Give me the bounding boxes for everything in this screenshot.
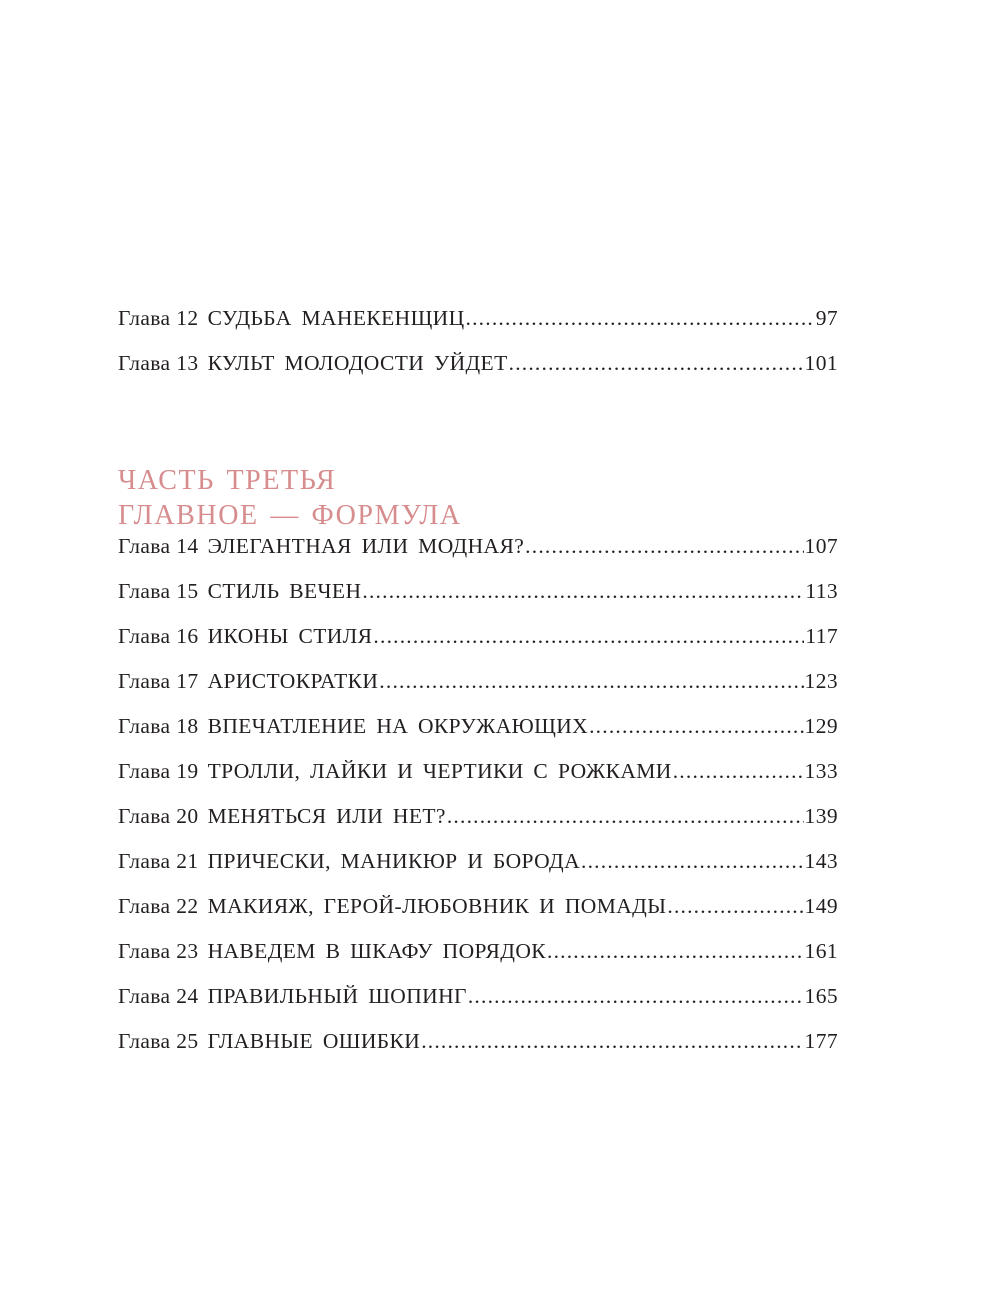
dot-leader (466, 296, 815, 341)
dot-leader (667, 884, 803, 929)
chapter-label: Глава 15 (118, 579, 199, 603)
toc-entry[interactable] (118, 659, 838, 704)
page-number: 117 (805, 624, 838, 648)
part-heading (118, 463, 462, 533)
chapter-label: Глава 13 (118, 351, 199, 375)
toc-entry[interactable] (118, 524, 838, 569)
toc-entry[interactable] (118, 974, 838, 1019)
toc-entry[interactable] (118, 614, 838, 659)
chapter-label: Глава 24 (118, 984, 199, 1008)
toc-entry[interactable] (118, 704, 838, 749)
page-number: 149 (804, 894, 838, 918)
dot-leader (468, 974, 804, 1019)
chapter-label: Глава 12 (118, 306, 199, 330)
chapter-title: ПРАВИЛЬНЫЙ ШОПИНГ (207, 984, 467, 1008)
dot-leader (509, 341, 804, 386)
toc-entry[interactable] (118, 341, 838, 386)
dot-leader (447, 794, 804, 839)
chapter-title: СУДЬБА МАНЕКЕНЩИЦ (207, 306, 465, 330)
toc-entry[interactable] (118, 749, 838, 794)
page-number: 177 (804, 1029, 838, 1053)
dot-leader (589, 704, 803, 749)
toc-list-top (118, 296, 838, 386)
dot-leader (673, 749, 804, 794)
toc-entry[interactable] (118, 794, 838, 839)
dot-leader (362, 569, 804, 614)
chapter-title: НАВЕДЕМ В ШКАФУ ПОРЯДОК (207, 939, 546, 963)
toc-entry[interactable] (118, 884, 838, 929)
chapter-label: Глава 21 (118, 849, 199, 873)
page-number: 107 (804, 534, 838, 558)
chapter-label: Глава 25 (118, 1029, 199, 1053)
chapter-title: ЭЛЕГАНТНАЯ ИЛИ МОДНАЯ? (207, 534, 525, 558)
dot-leader (421, 1019, 803, 1064)
page-number: 139 (804, 804, 838, 828)
part-title: ЧАСТЬ ТРЕТЬЯ (118, 465, 337, 496)
chapter-title: ПРИЧЕСКИ, МАНИКЮР И БОРОДА (207, 849, 581, 873)
chapter-label: Глава 23 (118, 939, 199, 963)
chapter-label: Глава 14 (118, 534, 199, 558)
toc-entry[interactable] (118, 296, 838, 341)
chapter-title: ТРОЛЛИ, ЛАЙКИ И ЧЕРТИКИ С РОЖКАМИ (207, 759, 672, 783)
page-number: 123 (804, 669, 838, 693)
toc-entry[interactable] (118, 1019, 838, 1064)
page-number: 113 (805, 579, 838, 603)
chapter-label: Глава 22 (118, 894, 199, 918)
toc-entry[interactable] (118, 839, 838, 884)
chapter-title: ВПЕЧАТЛЕНИЕ НА ОКРУЖАЮЩИХ (207, 714, 589, 738)
dot-leader (581, 839, 804, 884)
chapter-label: Глава 18 (118, 714, 199, 738)
chapter-label: Глава 16 (118, 624, 199, 648)
page-number: 97 (815, 306, 838, 330)
chapter-label: Глава 17 (118, 669, 199, 693)
page-number: 101 (804, 351, 838, 375)
page-number: 129 (804, 714, 838, 738)
chapter-title: ГЛАВНЫЕ ОШИБКИ (207, 1029, 421, 1053)
chapter-title: МЕНЯТЬСЯ ИЛИ НЕТ? (207, 804, 446, 828)
page-number: 143 (804, 849, 838, 873)
chapter-title: МАКИЯЖ, ГЕРОЙ-ЛЮБОВНИК И ПОМАДЫ (207, 894, 667, 918)
chapter-title: АРИСТОКРАТКИ (207, 669, 379, 693)
dot-leader (373, 614, 804, 659)
dot-leader (379, 659, 803, 704)
chapter-label: Глава 19 (118, 759, 199, 783)
chapter-title: КУЛЬТ МОЛОДОСТИ УЙДЕТ (207, 351, 508, 375)
dot-leader (525, 524, 803, 569)
toc-entry[interactable] (118, 569, 838, 614)
toc-list-part3 (118, 524, 838, 1064)
dot-leader (547, 929, 804, 974)
chapter-label: Глава 20 (118, 804, 199, 828)
page-number: 165 (804, 984, 838, 1008)
chapter-title: ИКОНЫ СТИЛЯ (207, 624, 373, 648)
page-number: 161 (804, 939, 838, 963)
page-number: 133 (804, 759, 838, 783)
toc-entry[interactable] (118, 929, 838, 974)
part-subtitle: ГЛАВНОЕ — ФОРМУЛА (118, 500, 462, 531)
chapter-title: СТИЛЬ ВЕЧЕН (207, 579, 362, 603)
